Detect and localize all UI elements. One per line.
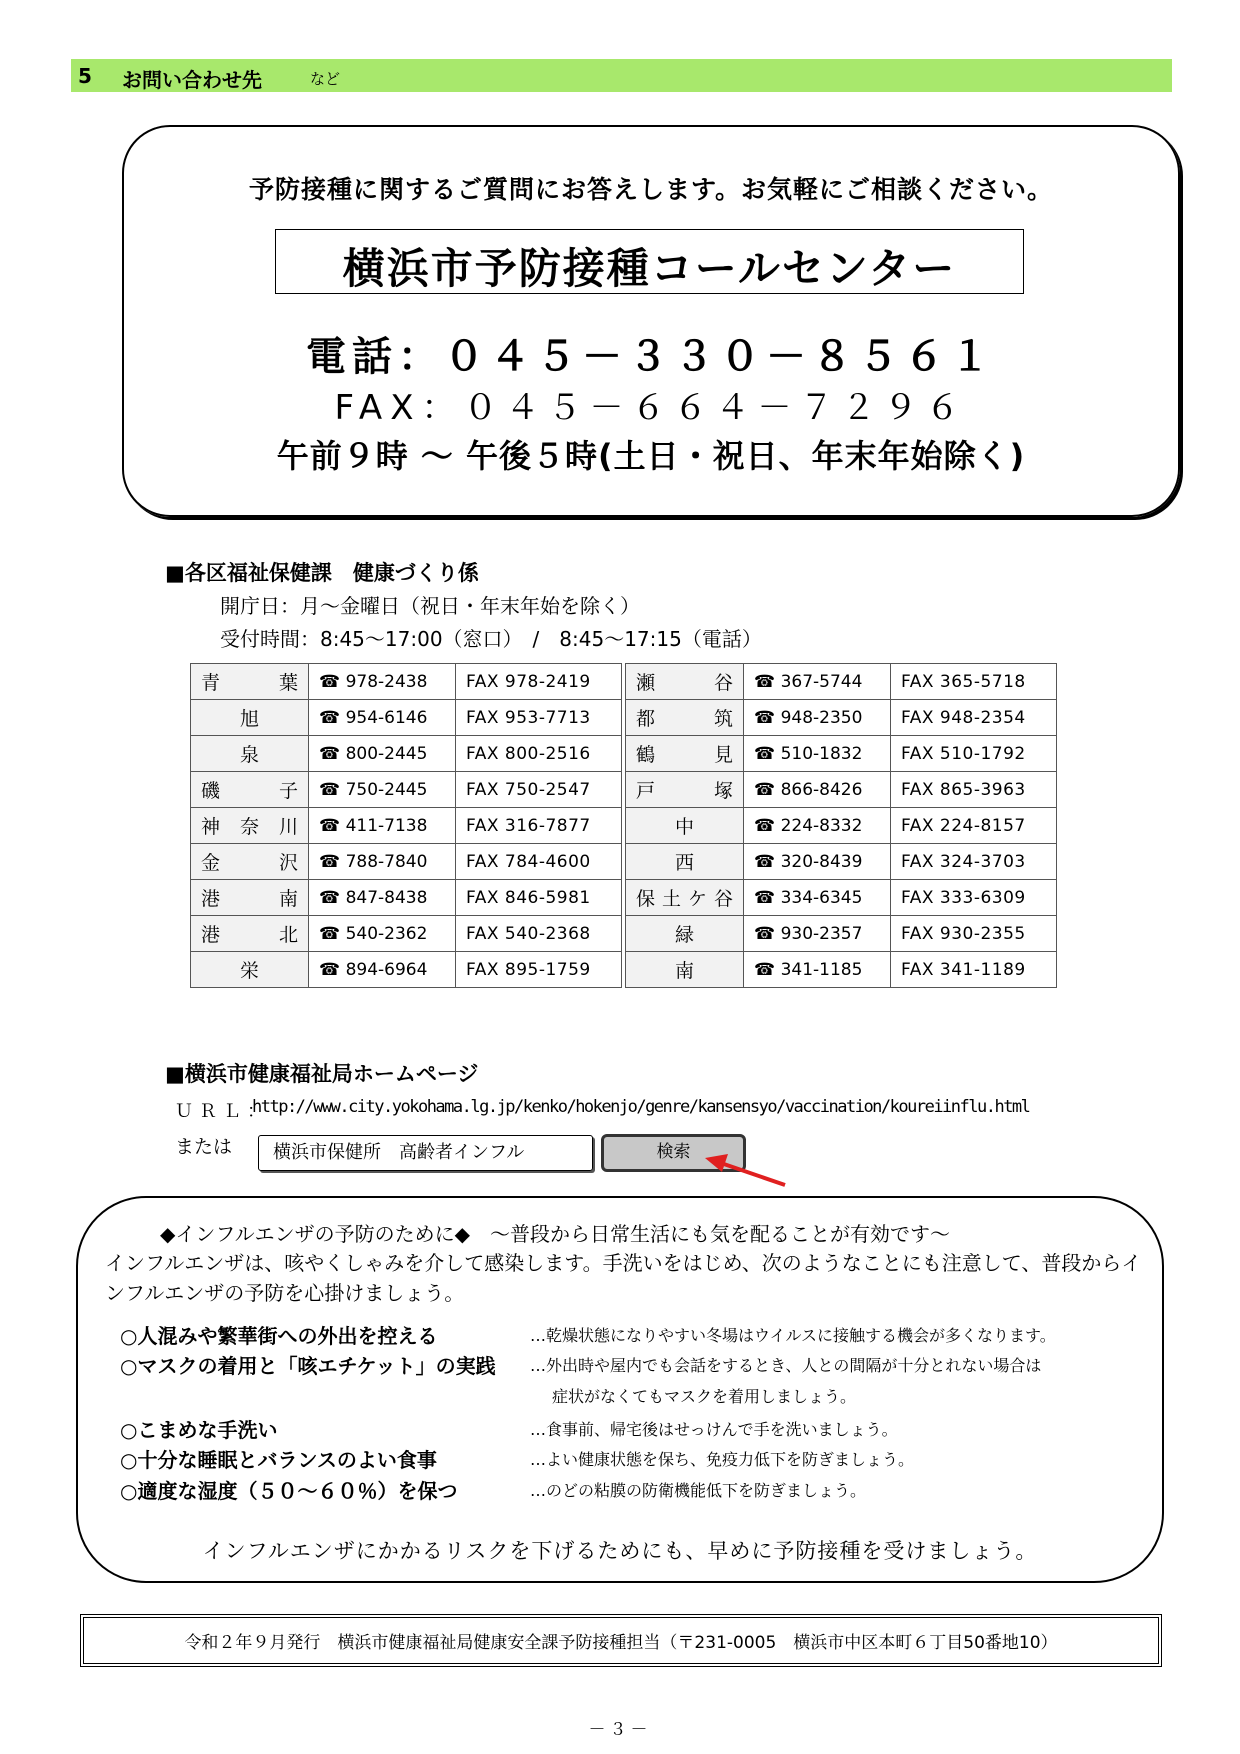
ward-tel <box>744 916 891 952</box>
search-keyword-box: 横浜市保健所 高齢者インフル <box>258 1135 593 1171</box>
ward-fax: FAX 540-2368 <box>456 916 622 952</box>
call-center-intro: 予防接種に関するご質問にお答えします。お気軽にご相談ください。 <box>248 175 1053 204</box>
ward-name: 保土ケ谷 <box>626 880 744 916</box>
tip-label: ○マスクの着用と「咳エチケット」の実践 <box>120 1354 496 1378</box>
ward-tel-number: 788-7840 <box>345 851 428 872</box>
ward-fax: FAX 224-8157 <box>891 808 1057 844</box>
ward-fax: FAX 341-1189 <box>891 952 1057 988</box>
ward-tel <box>744 664 891 700</box>
table-row <box>191 772 1057 808</box>
telephone-icon: ☎ <box>319 851 346 872</box>
ward-fax: FAX 784-4600 <box>456 844 622 880</box>
ward-name: 中 <box>626 808 744 844</box>
ward-tel <box>309 880 456 916</box>
ward-name: 港 北 <box>191 916 309 952</box>
ward-tel <box>744 700 891 736</box>
telephone-icon: ☎ <box>754 851 781 872</box>
influenza-body: インフルエンザは、咳やくしゃみを介して感染します。手洗いをはじめ、次のようなことにも注意して、普段からインフルエンザの予防を心掛けましょう。 <box>105 1251 1142 1305</box>
telephone-icon: ☎ <box>754 671 781 692</box>
ward-fax: FAX 846-5981 <box>456 880 622 916</box>
ward-name: 神奈川 <box>191 808 309 844</box>
ward-reception-hours: 受付時間：8:45～17:00（窓口） / 8:45～17:15（電話） <box>220 627 762 651</box>
telephone-icon: ☎ <box>754 923 781 944</box>
influenza-closing: インフルエンザにかかるリスクを下げるためにも、早めに予防接種を受けましょう。 <box>202 1539 1038 1563</box>
ward-name: 磯 子 <box>191 772 309 808</box>
ward-tel <box>309 844 456 880</box>
ward-name: 旭 <box>191 700 309 736</box>
page-number: －３－ <box>588 1720 652 1740</box>
homepage-url-link[interactable]: http://www.city.yokohama.lg.jp/kenko/hokenjo/genre/kansensyo/vaccination/koureiinflu.html <box>252 1097 1030 1117</box>
ward-fax: FAX 895-1759 <box>456 952 622 988</box>
section-number: 5 <box>78 64 92 88</box>
ward-tel-number: 894-6964 <box>345 959 428 980</box>
ward-tel-number: 800-2445 <box>345 743 428 764</box>
ward-tel-number: 540-2362 <box>345 923 428 944</box>
section-title-suffix: など <box>310 70 341 88</box>
ward-name: 青 葉 <box>191 664 309 700</box>
table-row <box>191 664 1057 700</box>
ward-tel <box>744 736 891 772</box>
ward-name: 西 <box>626 844 744 880</box>
ward-name: 戸 塚 <box>626 772 744 808</box>
tip-note: …食事前、帰宅後はせっけんで手を洗いましょう。 <box>530 1420 898 1439</box>
telephone-icon: ☎ <box>319 671 346 692</box>
ward-fax: FAX 510-1792 <box>891 736 1057 772</box>
ward-fax: FAX 865-3963 <box>891 772 1057 808</box>
ward-section-heading: ■各区福祉保健課 健康づくり係 <box>165 561 479 585</box>
ward-fax: FAX 953-7713 <box>456 700 622 736</box>
tip-note: …乾燥状態になりやすい冬場はウイルスに接触する機会が多くなります。 <box>530 1326 1056 1345</box>
call-center-name: 横浜市予防接種コールセンター <box>342 244 957 293</box>
telephone-icon: ☎ <box>319 779 346 800</box>
ward-tel-number: 930-2357 <box>780 923 863 944</box>
telephone-icon: ☎ <box>754 815 781 836</box>
ward-name: 鶴 見 <box>626 736 744 772</box>
ward-tel <box>309 664 456 700</box>
telephone-icon: ☎ <box>319 923 346 944</box>
ward-tel-number: 367-5744 <box>780 671 863 692</box>
telephone-icon: ☎ <box>754 707 781 728</box>
red-arrow-icon <box>700 1150 790 1190</box>
tip-note: 症状がなくてもマスクを着用しましょう。 <box>552 1387 857 1406</box>
telephone-icon: ☎ <box>754 959 781 980</box>
ward-contact-table <box>190 663 1057 988</box>
tip-note: …外出時や屋内でも会話をするとき、人との間隔が十分とれない場合は <box>530 1356 1042 1375</box>
telephone-icon: ☎ <box>319 743 346 764</box>
ward-fax: FAX 750-2547 <box>456 772 622 808</box>
ward-tel-number: 320-8439 <box>780 851 863 872</box>
footer-text: 令和２年９月発行 横浜市健康福祉局健康安全課予防接種担当（〒231-0005 横浜市中区本町６丁目50番地10） <box>184 1633 1058 1653</box>
ward-fax: FAX 978-2419 <box>456 664 622 700</box>
table-row <box>191 916 1057 952</box>
ward-tel <box>744 880 891 916</box>
tip-label: ○適度な湿度（５０～６０％）を保つ <box>120 1479 458 1503</box>
tip-note: …のどの粘膜の防衛機能低下を防ぎましょう。 <box>530 1481 867 1500</box>
table-row <box>191 736 1057 772</box>
ward-fax: FAX 948-2354 <box>891 700 1057 736</box>
ward-fax: FAX 800-2516 <box>456 736 622 772</box>
ward-name: 栄 <box>191 952 309 988</box>
call-center-fax: FAX：０４５－６６４－７２９６ <box>334 388 968 428</box>
ward-tel <box>309 952 456 988</box>
telephone-icon: ☎ <box>754 887 781 908</box>
ward-tel-number: 948-2350 <box>780 707 863 728</box>
ward-name: 泉 <box>191 736 309 772</box>
ward-tel <box>744 952 891 988</box>
ward-tel <box>309 736 456 772</box>
ward-tel-number: 510-1832 <box>780 743 863 764</box>
call-center-hours: 午前９時 ～ 午後５時(土日・祝日、年末年始除く) <box>276 437 1026 475</box>
ward-tel <box>309 772 456 808</box>
ward-name: 瀬 谷 <box>626 664 744 700</box>
ward-tel-number: 847-8438 <box>345 887 428 908</box>
ward-tel-number: 341-1185 <box>780 959 863 980</box>
telephone-icon: ☎ <box>754 779 781 800</box>
ward-name: 緑 <box>626 916 744 952</box>
telephone-icon: ☎ <box>319 815 346 836</box>
ward-tel-number: 224-8332 <box>780 815 863 836</box>
telephone-icon: ☎ <box>319 707 346 728</box>
tip-label: ○十分な睡眠とバランスのよい食事 <box>120 1448 437 1472</box>
ward-name: 南 <box>626 952 744 988</box>
ward-tel <box>309 700 456 736</box>
ward-tel <box>309 916 456 952</box>
ward-name: 港 南 <box>191 880 309 916</box>
telephone-icon: ☎ <box>319 959 346 980</box>
ward-tel-number: 954-6146 <box>345 707 428 728</box>
ward-fax: FAX 333-6309 <box>891 880 1057 916</box>
call-center-tel: 電話：０４５－３３０－８５６１ <box>306 334 996 380</box>
url-label: ＵＲＬ： <box>175 1101 271 1122</box>
ward-fax: FAX 324-3703 <box>891 844 1057 880</box>
ward-tel-number: 978-2438 <box>345 671 428 692</box>
ward-fax: FAX 316-7877 <box>456 808 622 844</box>
tip-label: ○人混みや繁華街への外出を控える <box>120 1324 438 1348</box>
table-row <box>191 808 1057 844</box>
tip-label: ○こまめな手洗い <box>120 1418 278 1442</box>
influenza-title: ◆インフルエンザの予防のために◆ ～普段から日常生活にも気を配ることが有効です～ <box>160 1222 950 1246</box>
homepage-heading: ■横浜市健康福祉局ホームページ <box>165 1062 479 1086</box>
ward-tel <box>309 808 456 844</box>
table-row <box>191 844 1057 880</box>
telephone-icon: ☎ <box>754 743 781 764</box>
ward-tel <box>744 772 891 808</box>
table-row <box>191 700 1057 736</box>
ward-name: 金 沢 <box>191 844 309 880</box>
ward-tel-number: 411-7138 <box>345 815 428 836</box>
ward-tel <box>744 808 891 844</box>
ward-open-days: 開庁日：月～金曜日（祝日・年末年始を除く） <box>220 594 640 618</box>
ward-tel <box>744 844 891 880</box>
section-title: お問い合わせ先 <box>122 68 262 92</box>
or-label: または <box>175 1136 233 1158</box>
ward-tel-number: 866-8426 <box>780 779 863 800</box>
ward-fax: FAX 365-5718 <box>891 664 1057 700</box>
search-button: 検索 <box>601 1134 746 1172</box>
ward-name: 都 筑 <box>626 700 744 736</box>
telephone-icon: ☎ <box>319 887 346 908</box>
ward-fax: FAX 930-2355 <box>891 916 1057 952</box>
ward-tel-number: 750-2445 <box>345 779 428 800</box>
ward-tel-number: 334-6345 <box>780 887 863 908</box>
tip-note: …よい健康状態を保ち、免疫力低下を防ぎましょう。 <box>530 1450 915 1469</box>
table-row <box>191 952 1057 988</box>
table-row <box>191 880 1057 916</box>
